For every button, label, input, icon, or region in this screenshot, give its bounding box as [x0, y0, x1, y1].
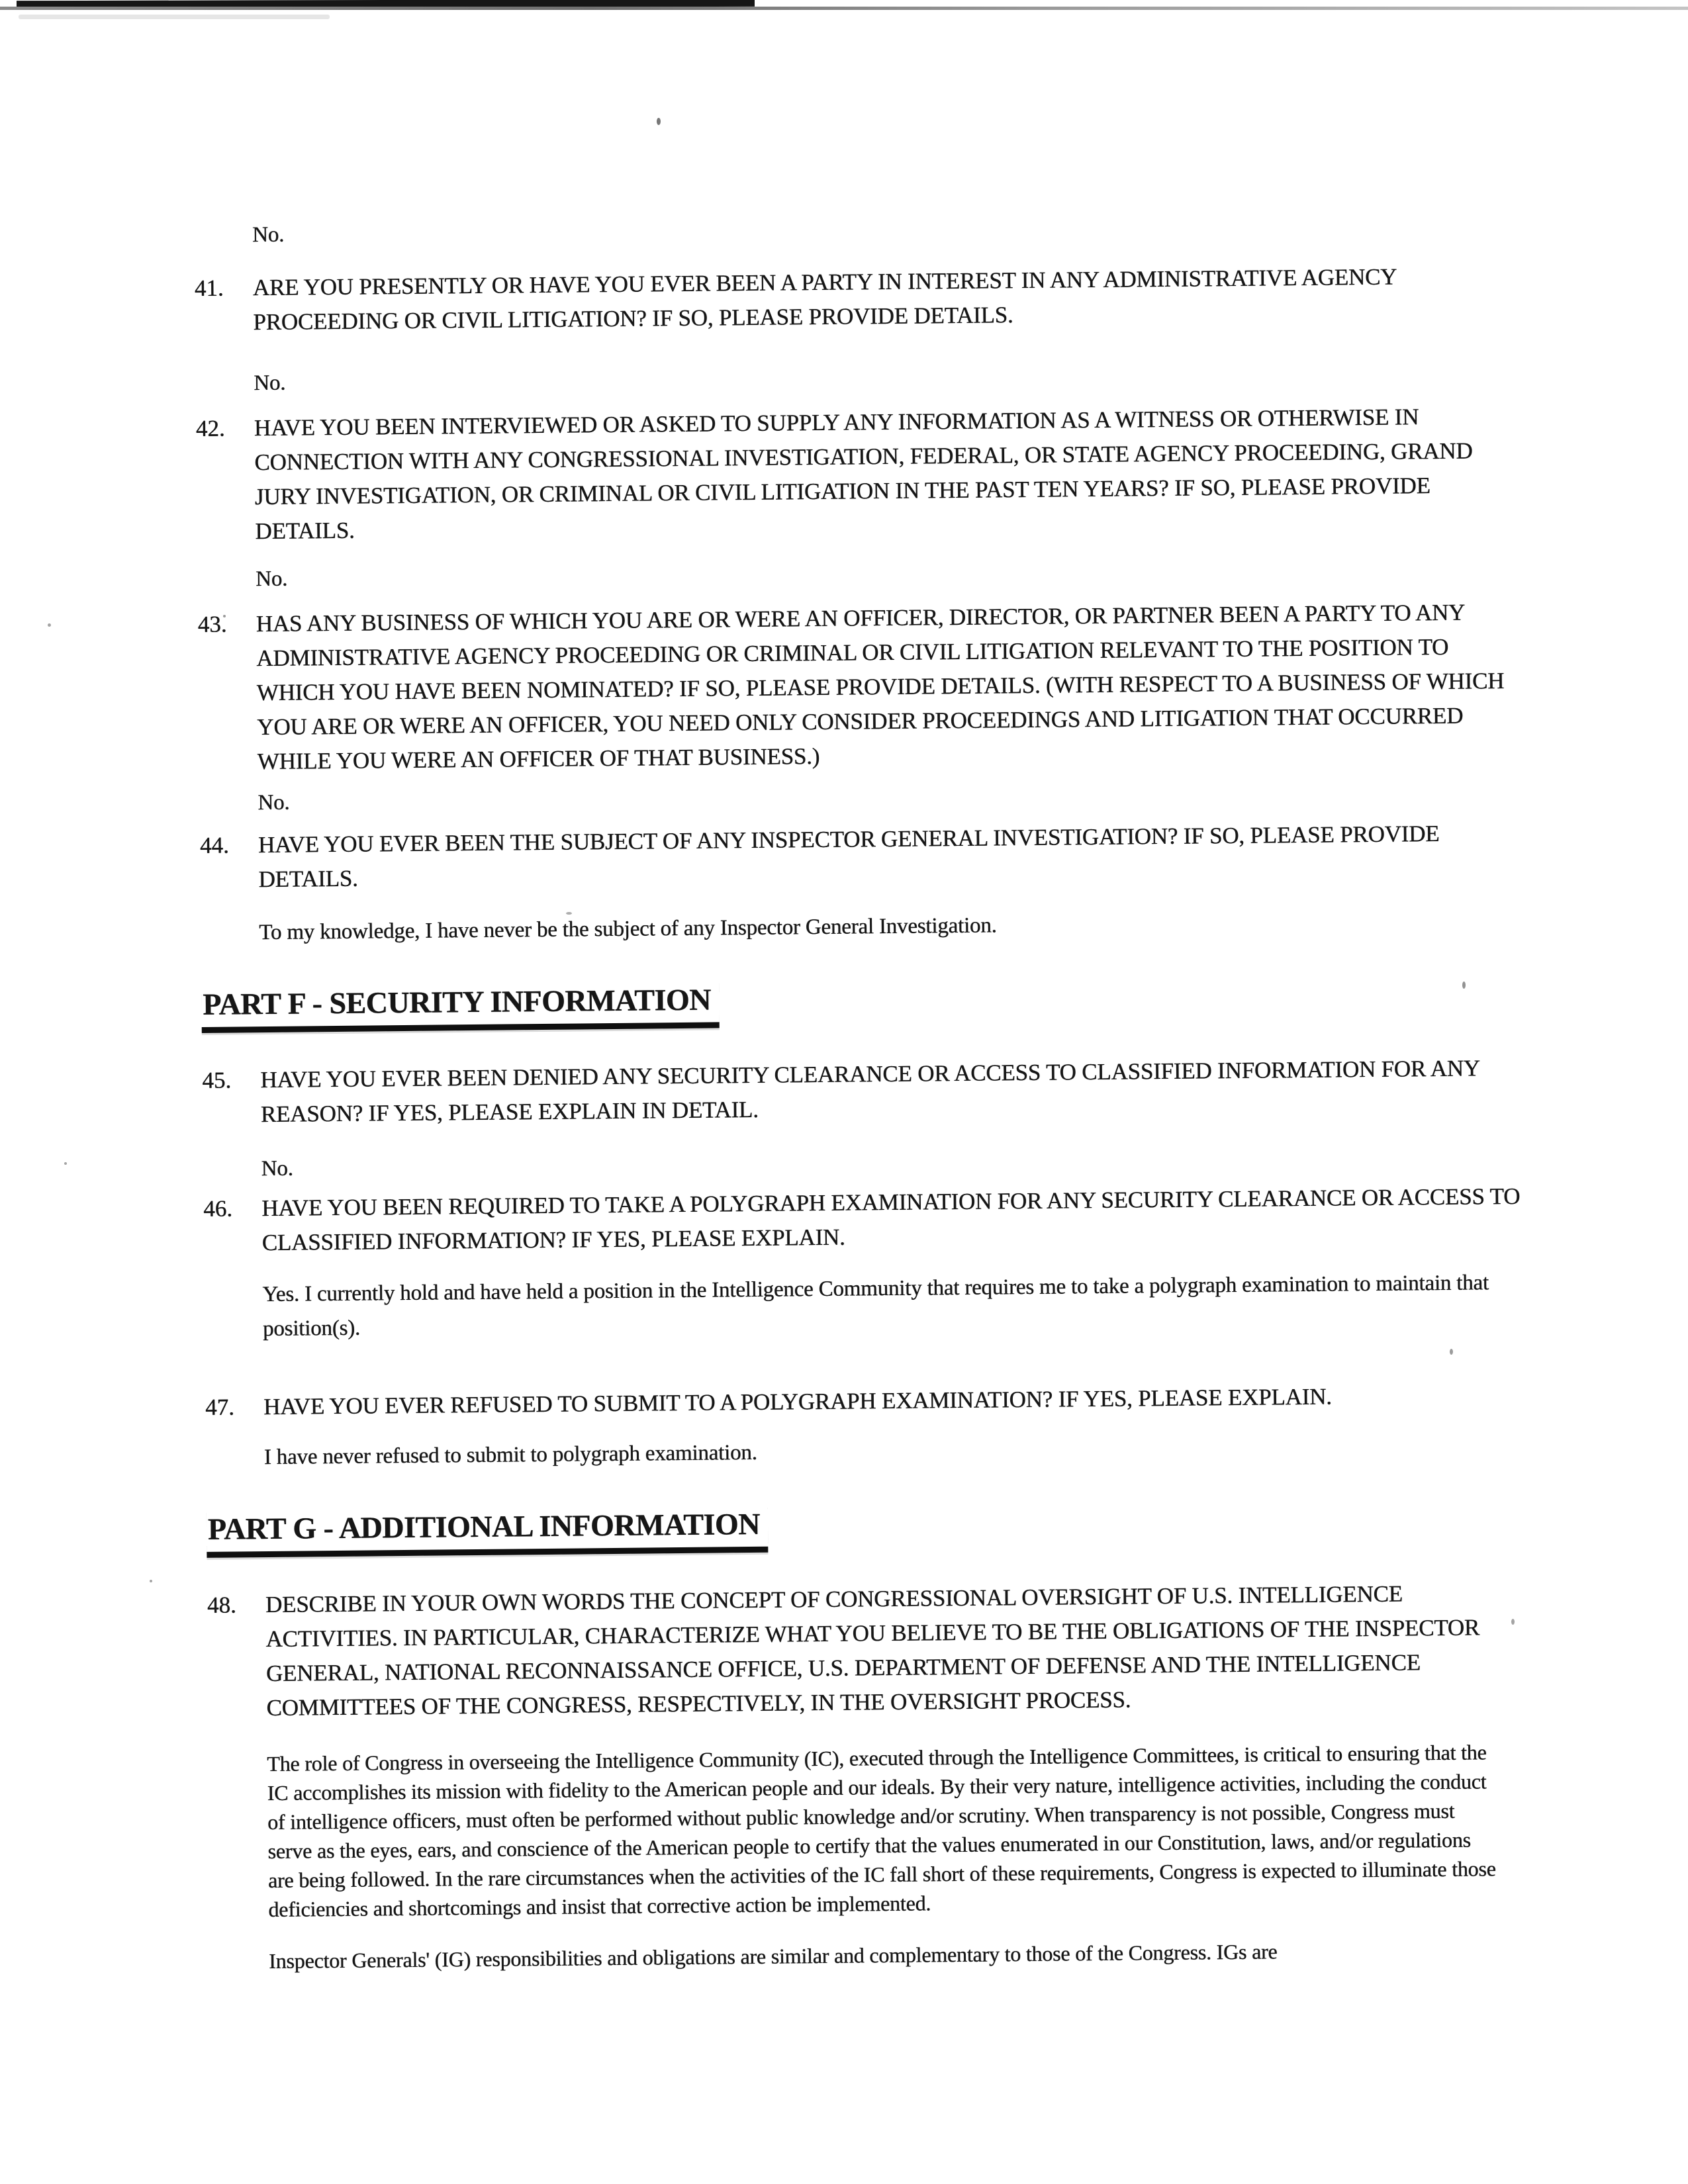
answer-text-q44: To my knowledge, I have never be the subject of any Inspector General Investigation.: [259, 913, 997, 945]
question-row-45: [202, 1051, 1533, 1132]
answer-text-q42: No.: [256, 567, 288, 592]
question-row-44: [200, 816, 1531, 897]
answer-text-q47: I have never refused to submit to polygraph examination.: [263, 1440, 757, 1470]
question-number: 44.: [199, 832, 230, 858]
question-text: HAVE YOU EVER REFUSED TO SUBMIT TO A POLYGRAPH EXAMINATION? IF YES, PLEASE EXPLAIN.: [263, 1383, 1333, 1420]
question-number: 42.: [195, 415, 225, 441]
section-heading-wrap: [201, 974, 1532, 1033]
answer-paragraph-q48-1: The role of Congress in overseeing the Intelligence Community (IC), executed through the Intelligence Committees, is critical to ensuring that the IC accomplishes its mission with fidelity to the American people and our ideals. By their very nature, intelligence activities, including the conduct of intelligence officers, must often be performed without public knowledge and/or scrutiny. When transparency is not possible, Congress must serve as the eyes, ears, and conscience of the American people to certify that the values enumerated in our Constitution, laws, and/or regulations are being followed. In the rare circumstances when the activities of the IC fall short of these requirements, Congress is expected to illuminate those deficiencies and shortcomings and insist that corrective action be implemented.: [267, 1740, 1496, 1922]
question-text: DESCRIBE IN YOUR OWN WORDS THE CONCEPT OF CONGRESSIONAL OVERSIGHT OF U.S. INTELLIGENCE ACTIVITIES. IN PARTICULAR, CHARACTERIZE WHAT YOU BELIEVE TO BE THE OBLIGATIONS OF THE INSPECTOR GENERAL, NATIONAL RECONNAISSANCE OFFICE, U.S. DEPARTMENT OF DEFENSE AND THE INTELLIGENCE COMMITTEES OF THE CONGRESS, RESPECTIVELY, IN THE OVERSIGHT PROCESS.: [265, 1580, 1480, 1721]
question-text: ARE YOU PRESENTLY OR HAVE YOU EVER BEEN A PARTY IN INTEREST IN ANY ADMINISTRATIVE AGENCY PROCEEDING OR CIVIL LITIGATION? IF SO, PLEASE PROVIDE DETAILS.: [252, 263, 1397, 336]
question-number: 48.: [207, 1592, 237, 1618]
question-text: HAVE YOU BEEN INTERVIEWED OR ASKED TO SUPPLY ANY INFORMATION AS A WITNESS OR OTHERWISE IN CONNECTION WITH ANY CONGRESSIONAL INVESTIGATION, FEDERAL, OR STATE AGENCY PROCEEDING, GRAND JURY INVESTIGATION, OR CRIMINAL OR CIVIL LITIGATION IN THE PAST TEN YEARS? IF SO, PLEASE PROVIDE DETAILS.: [254, 404, 1473, 545]
section-heading-part-g: PART G - ADDITIONAL INFORMATION: [207, 1506, 769, 1558]
scan-speck: [64, 1162, 67, 1165]
answer-text-q41: No.: [254, 371, 286, 396]
answer-text-q40: No.: [252, 222, 285, 248]
question-text: HAVE YOU EVER BEEN DENIED ANY SECURITY CLEARANCE OR ACCESS TO CLASSIFIED INFORMATION FOR ANY REASON? IF YES, PLEASE EXPLAIN IN DETAIL.: [260, 1055, 1479, 1128]
scan-speck: [48, 623, 51, 627]
document-body: [194, 206, 1541, 1976]
question-number: 47.: [205, 1394, 235, 1420]
scan-speck: [657, 118, 661, 125]
question-number: 46.: [203, 1195, 233, 1222]
scan-artifact-smudge: [19, 15, 330, 19]
answer-text-q46: Yes. I currently hold and have held a position in the Intelligence Community that requires me to take a polygraph examination to maintain that position(s).: [262, 1271, 1489, 1342]
question-row-43: [198, 595, 1530, 780]
answer-paragraph-q48-2: Inspector Generals' (IG) responsibilities and obligations are similar and complementary to those of the Congress. IGs are: [269, 1939, 1278, 1974]
question-row-41: [195, 259, 1526, 340]
question-row-46: [203, 1179, 1534, 1261]
section-heading-wrap: [207, 1498, 1538, 1558]
section-heading-part-f: PART F - SECURITY INFORMATION: [201, 981, 719, 1032]
question-row-48: [207, 1576, 1539, 1726]
question-text: HAVE YOU EVER BEEN THE SUBJECT OF ANY INSPECTOR GENERAL INVESTIGATION? IF SO, PLEASE PROVIDE DETAILS.: [258, 820, 1440, 893]
question-text: HAS ANY BUSINESS OF WHICH YOU ARE OR WERE AN OFFICER, DIRECTOR, OR PARTNER BEEN A PARTY TO ANY ADMINISTRATIVE AGENCY PROCEEDING OR CRIMINAL OR CIVIL LITIGATION RELEVANT TO THE POSITION TO WHICH YOU HAVE BEEN NOMINATED? IF SO, PLEASE PROVIDE DETAILS. (WITH RESPECT TO A BUSINESS OF WHICH YOU ARE OR WERE AN OFFICER, YOU NEED ONLY CONSIDER PROCEEDINGS AND LITIGATION THAT OCCURRED WHILE YOU WERE AN OFFICER OF THAT BUSINESS.): [256, 599, 1505, 775]
question-number: 45.: [202, 1067, 232, 1093]
scan-speck: [150, 1580, 152, 1582]
question-text: HAVE YOU BEEN REQUIRED TO TAKE A POLYGRAPH EXAMINATION FOR ANY SECURITY CLEARANCE OR ACCESS TO CLASSIFIED INFORMATION? IF YES, PLEASE EXPLAIN.: [261, 1183, 1521, 1256]
question-number: 41.: [194, 275, 224, 301]
scan-artifact-top-line: [0, 7, 1688, 10]
question-number: 43.: [197, 611, 227, 637]
answer-text-q43: No.: [258, 790, 290, 815]
answer-text-q45: No.: [261, 1156, 293, 1181]
question-row-47: [205, 1378, 1536, 1425]
question-row-42: [196, 399, 1528, 549]
